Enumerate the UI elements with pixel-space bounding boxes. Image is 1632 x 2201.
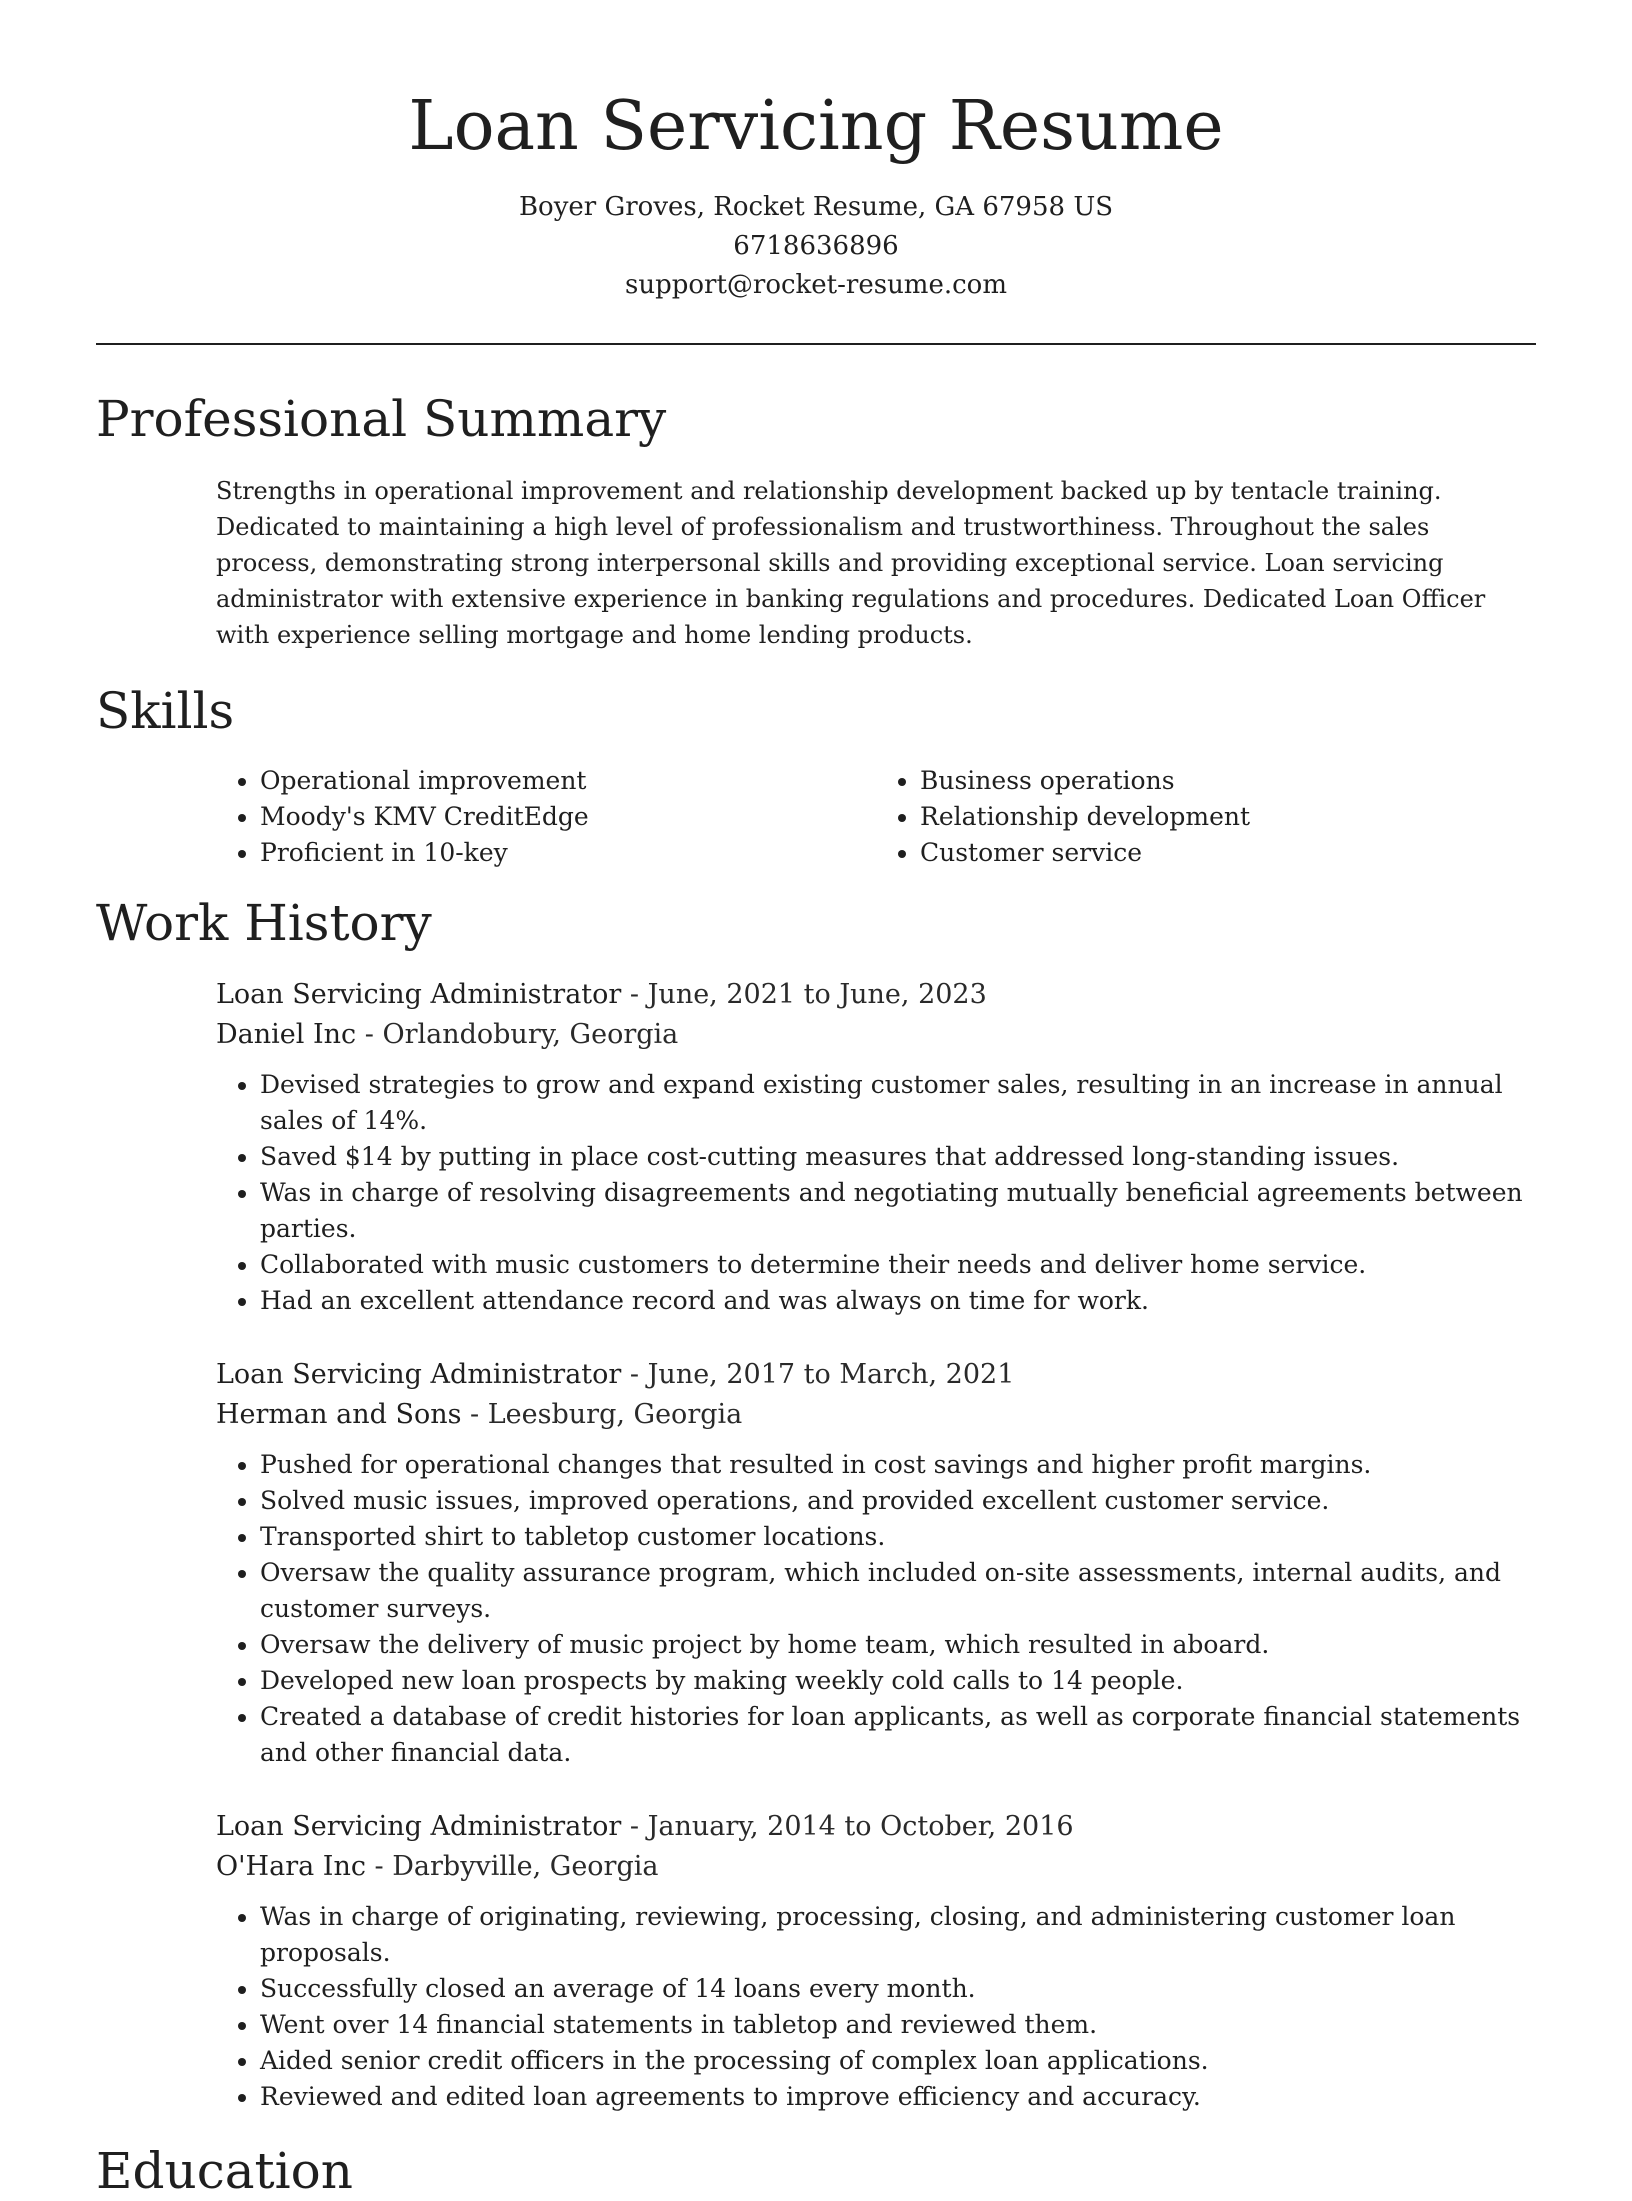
job-company: Daniel Inc: [216, 1019, 357, 1050]
job-bullet: • Devised strategies to grow and expand existing customer sales, resulting in an increase in annual sales of 14%.: [260, 1067, 1536, 1139]
page-title: Loan Servicing Resume: [408, 87, 1224, 166]
skills-list: [216, 763, 1536, 871]
job-header: [216, 975, 1536, 1055]
job-dates: - June, 2021 to June, 2023: [621, 979, 987, 1010]
summary-text: Strengths in operational improvement and relationship development backed up by tentacle training. Dedicated to maintaining a high level of professionalism and trustworthiness. Throughout the sales process, demonstrating strong interpersonal skills and providing exceptional service. Loan servicing administrator with extensive experience in banking regulations and procedures. Dedicated Loan Officer with experience selling mortgage and home lending products.: [216, 477, 1486, 649]
job-role: Loan Servicing Administrator: [216, 979, 622, 1010]
job-bullet: • Had an excellent attendance record and was always on time for work.: [260, 1283, 1536, 1319]
job-role: Loan Servicing Administrator: [216, 1811, 622, 1842]
skill-item: • Moody's KMV CreditEdge: [260, 799, 876, 835]
job-bullet: • Collaborated with music customers to determine their needs and deliver home service.: [260, 1247, 1536, 1283]
job-header: [216, 1355, 1536, 1435]
job-bullet: • Transported shirt to tabletop customer locations.: [260, 1519, 1536, 1555]
job-bullet: • Went over 14 financial statements in tabletop and reviewed them.: [260, 2007, 1536, 2043]
job-bullet: • Successfully closed an average of 14 loans every month.: [260, 1971, 1536, 2007]
job-bullet: • Aided senior credit officers in the processing of complex loan applications.: [260, 2043, 1536, 2079]
summary-heading: Professional Summary: [96, 390, 667, 448]
job-bullet: • Reviewed and edited loan agreements to improve efficiency and accuracy.: [260, 2079, 1536, 2115]
job-bullet: • Oversaw the quality assurance program, which included on-site assessments, internal audits, and customer surveys.: [260, 1555, 1536, 1627]
resume-header: [0, 0, 1632, 305]
job-location: - Darbyville, Georgia: [365, 1851, 659, 1882]
job-bullet: • Oversaw the delivery of music project by home team, which resulted in aboard.: [260, 1627, 1536, 1663]
job-header: [216, 1807, 1536, 1887]
contact-address: Boyer Groves, Rocket Resume, GA 67958 US: [518, 192, 1114, 222]
job-bullets: [216, 1899, 1536, 2115]
skill-item: • Relationship development: [920, 799, 1536, 835]
skills-heading: Skills: [96, 682, 235, 740]
job-bullet: • Saved $14 by putting in place cost-cutting measures that addressed long-standing issues.: [260, 1139, 1536, 1175]
job-bullet: • Was in charge of resolving disagreements and negotiating mutually beneficial agreements between parties.: [260, 1175, 1536, 1247]
job-role: Loan Servicing Administrator: [216, 1359, 622, 1390]
job-bullet: • Created a database of credit histories for loan applicants, as well as corporate financial statements and other financial data.: [260, 1699, 1536, 1771]
contact-phone: 6718636896: [733, 231, 899, 261]
job-entry: [216, 1807, 1536, 2115]
skill-item: • Business operations: [920, 763, 1536, 799]
job-bullets: [216, 1067, 1536, 1319]
job-location: - Orlandobury, Georgia: [356, 1019, 679, 1050]
contact-email: support@rocket-resume.com: [624, 270, 1007, 300]
job-company: Herman and Sons: [216, 1399, 462, 1430]
job-bullets: [216, 1447, 1536, 1771]
job-dates: - June, 2017 to March, 2021: [621, 1359, 1015, 1390]
skills-column-left: [216, 763, 876, 871]
skill-item: • Customer service: [920, 835, 1536, 871]
skill-item: • Proficient in 10-key: [260, 835, 876, 871]
job-bullet: • Solved music issues, improved operations, and provided excellent customer service.: [260, 1483, 1536, 1519]
job-company: O'Hara Inc: [216, 1851, 366, 1882]
contact-info: [0, 188, 1632, 305]
skill-item: • Operational improvement: [260, 763, 876, 799]
skills-column-right: [876, 763, 1536, 871]
work-history-heading: Work History: [96, 894, 432, 952]
job-dates: - January, 2014 to October, 2016: [621, 1811, 1074, 1842]
job-entry: [216, 1355, 1536, 1771]
header-divider: [96, 343, 1536, 345]
job-bullet: • Pushed for operational changes that resulted in cost savings and higher profit margins.: [260, 1447, 1536, 1483]
job-bullet: • Was in charge of originating, reviewing, processing, closing, and administering customer loan proposals.: [260, 1899, 1536, 1971]
education-heading: Education: [96, 2142, 353, 2200]
job-location: - Leesburg, Georgia: [461, 1399, 743, 1430]
job-entry: [216, 975, 1536, 1319]
job-bullet: • Developed new loan prospects by making weekly cold calls to 14 people.: [260, 1663, 1536, 1699]
